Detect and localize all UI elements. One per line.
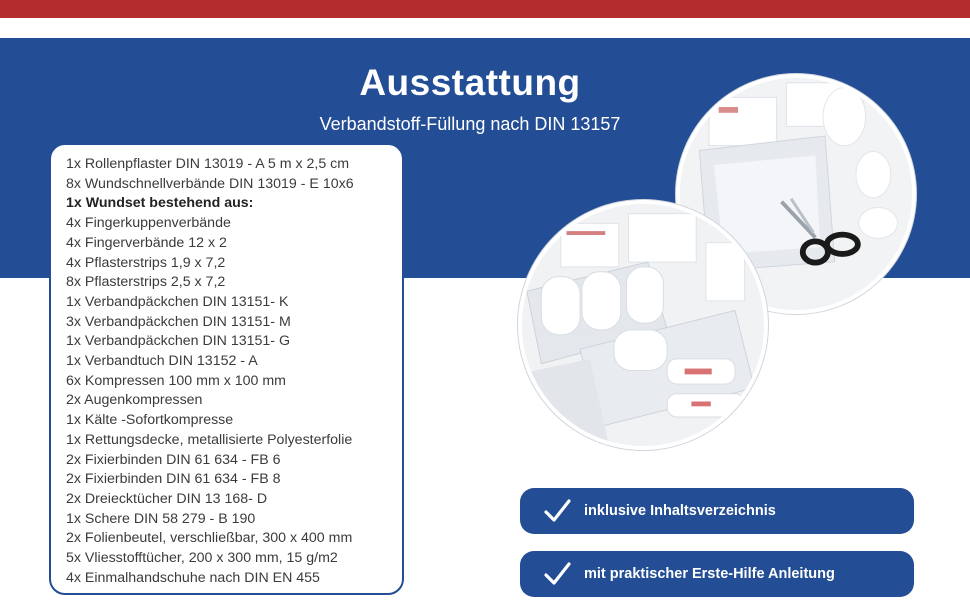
contents-list: [49, 143, 404, 595]
list-item: 4x Fingerkuppenverbände: [66, 215, 231, 232]
badge-label: mit praktischer Erste-Hilfe Anleitung: [584, 566, 835, 582]
page-subtitle: Verbandstoff-Füllung nach DIN 13157: [319, 114, 621, 134]
list-item: 8x Wundschnellverbände DIN 13019 - E 10x6: [66, 175, 354, 192]
list-item: 1x Kälte -Sofortkompresse: [66, 412, 234, 429]
list-item: 1x Rollenpflaster DIN 13019 - A 5 m x 2,5 cm: [66, 156, 350, 172]
list-item: 1x Verbandpäckchen DIN 13151- K: [66, 293, 289, 310]
badge-inhaltsverzeichnis: [520, 488, 914, 534]
badge-label: inklusive Inhaltsverzeichnis: [584, 503, 776, 519]
product-photo-bandages: [518, 200, 768, 450]
check-icon: [540, 557, 574, 591]
list-item: 2x Dreiecktücher DIN 13 168- D: [66, 490, 268, 507]
list-item: 1x Verbandpäckchen DIN 13151- G: [66, 333, 290, 350]
list-item: 5x Vliesstofftücher, 200 x 300 mm, 15 g/m2: [66, 550, 338, 567]
check-icon: [540, 494, 574, 528]
badge-anleitung: [520, 551, 914, 597]
list-item: 2x Augenkompressen: [66, 392, 203, 409]
list-item: 4x Pflasterstrips 1,9 x 7,2: [66, 254, 226, 271]
list-item: 1x Wundset bestehend aus:: [66, 195, 254, 212]
list-item: 1x Verbandtuch DIN 13152 - A: [66, 353, 258, 370]
contents-items: [66, 155, 402, 588]
list-item: 4x Fingerverbände 12 x 2: [66, 234, 227, 251]
list-item: 2x Folienbeutel, verschließbar, 300 x 400 mm: [66, 530, 353, 547]
list-item: 3x Verbandpäckchen DIN 13151- M: [66, 313, 291, 330]
list-item: 6x Kompressen 100 mm x 100 mm: [66, 372, 286, 389]
list-item: 2x Fixierbinden DIN 61 634 - FB 6: [66, 451, 281, 468]
list-item: 8x Pflasterstrips 2,5 x 7,2: [66, 274, 226, 291]
top-red-stripe: [0, 0, 970, 18]
page-title: Ausstattung: [359, 62, 581, 103]
list-item: 2x Fixierbinden DIN 61 634 - FB 8: [66, 471, 281, 488]
list-item: 4x Einmalhandschuhe nach DIN EN 455: [66, 569, 320, 586]
list-item: 1x Rettungsdecke, metallisierte Polyesterfolie: [66, 431, 353, 448]
list-item: 1x Schere DIN 58 279 - B 190: [66, 510, 256, 527]
